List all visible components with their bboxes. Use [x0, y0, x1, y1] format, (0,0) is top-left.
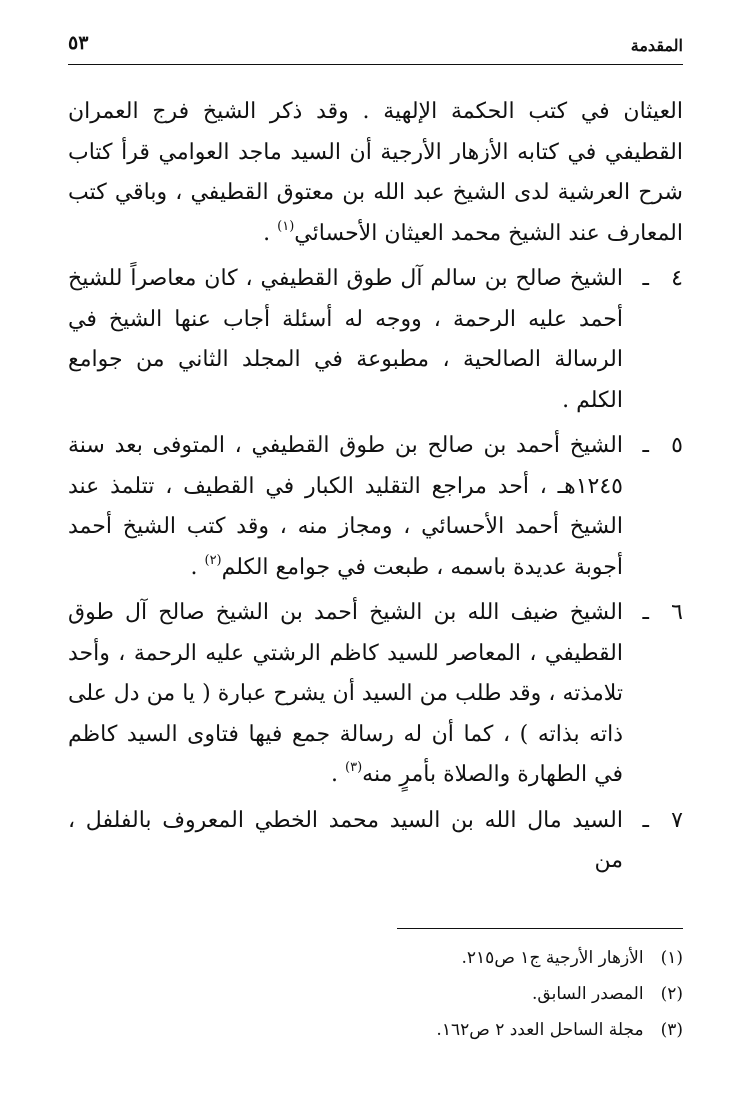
item-text: الشيخ صالح بن سالم آل طوق القطيفي ، كان معاصراً للشيخ أحمد عليه الرحمة ، ووجه له أسئلة أجاب عنها الشيخ في الرسالة الصالحية ، مطبوعة في المجلد الثاني من جوامع الكلم . [68, 266, 623, 413]
list-item [68, 801, 683, 882]
item-number: ٥ [671, 433, 683, 458]
item-number: ٤ [671, 266, 683, 291]
header-divider [68, 64, 683, 65]
list-item [68, 593, 683, 796]
footnote-number: (٣) [660, 1020, 683, 1040]
item-text-block [68, 801, 623, 882]
item-number: ٧ [671, 807, 683, 833]
item-dash: ـ [642, 266, 649, 291]
footnote [68, 940, 683, 976]
item-text-end: . [190, 554, 205, 580]
item-dash: ـ [642, 600, 649, 625]
paragraph-text: العيثان في كتب الحكمة الإلهية . وقد ذكر الشيخ فرج العمران القطيفي في كتابه الأزهار الأرجية أن السيد ماجد العوامي قرأ كتاب شرح العرشية لدى الشيخ عبد الله بن معتوق القطيفي ، وباقي كتب المعارف عند الشيخ محمد العيثان الأحسائي [68, 99, 683, 246]
list-item [68, 426, 683, 588]
item-text-block [68, 426, 623, 588]
footnote-divider [397, 928, 683, 929]
footnote-ref: (٣) [345, 760, 363, 775]
footnote [68, 1012, 683, 1048]
paragraph-end: . [263, 220, 278, 246]
footnote-ref: (٢) [204, 552, 222, 568]
item-text-end: . [331, 762, 346, 787]
page-header [68, 28, 683, 62]
continuation-paragraph [68, 92, 683, 254]
footnote-ref: (١) [277, 218, 295, 234]
main-text [68, 92, 683, 882]
item-dash: ـ [642, 807, 649, 833]
item-text: الشيخ أحمد بن صالح بن طوق القطيفي ، المتوفى بعد سنة ١٢٤٥هـ ، أحد مراجع التقليد الكبار في القطيف ، تتلمذ عند الشيخ أحمد الأحسائي ، ومجاز منه ، وقد كتب الشيخ أحمد أجوبة عديدة باسمه ، طبعت في جوامع الكلم [68, 433, 623, 580]
footnote-text: الأزهار الأرجية ج١ ص٢١٥. [461, 948, 644, 968]
footnotes [68, 940, 683, 1048]
item-text-block [68, 593, 623, 796]
footnote-number: (٢) [660, 984, 683, 1004]
list-item [68, 259, 683, 421]
footnote-text: مجلة الساحل العدد ٢ ص١٦٢. [436, 1020, 644, 1040]
footnote-text: المصدر السابق. [532, 984, 644, 1004]
item-number: ٦ [671, 600, 683, 625]
page-number: ٥٣ [68, 32, 89, 54]
item-dash: ـ [642, 433, 649, 458]
running-title: المقدمة [630, 36, 683, 55]
item-text-block [68, 259, 623, 421]
footnote-number: (١) [660, 948, 683, 968]
item-text: الشيخ ضيف الله بن الشيخ أحمد بن الشيخ صالح آل طوق القطيفي ، المعاصر للسيد كاظم الرشتي عليه الرحمة ، وأحد تلامذته ، وقد طلب من السيد أن يشرح عبارة ( يا من دل على ذاته بذاته ) ، كما أن له رسالة جمع فيها فتاوى السيد كاظم في الطهارة والصلاة بأمرٍ منه [68, 600, 623, 787]
footnote [68, 976, 683, 1012]
item-text: السيد مال الله بن السيد محمد الخطي المعروف بالفلفل ، من [68, 807, 623, 873]
